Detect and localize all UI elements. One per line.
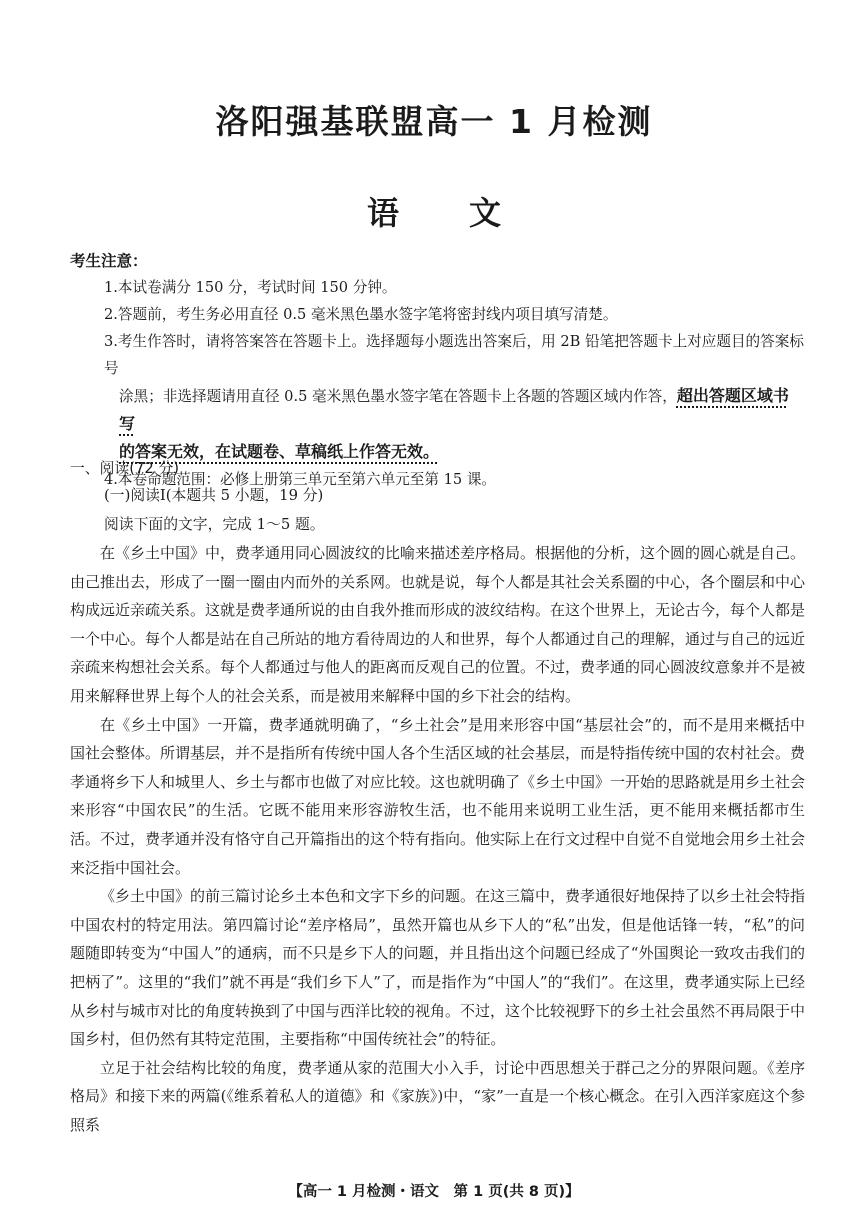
- notice-item-3: [104, 328, 804, 466]
- reading-passage: [70, 539, 805, 1139]
- section-instruction: 阅读下面的文字，完成 1～5 题。: [104, 516, 325, 533]
- notice-item-3-emphasis-2: 的答案无效，在试题卷、草稿纸上作答无效。: [119, 442, 440, 461]
- notice-item-3-emphasis-1: 超出答题区域书写: [119, 386, 789, 433]
- passage-paragraph-4: 立足于社会结构比较的角度，费孝通从家的范围大小入手，讨论中西思想关于群己之分的界限问题。《差序格局》和接下来的两篇(《维系着私人的道德》和《家族》)中，“家”一直是一个核心概念。在引入西洋家庭这个参照系: [70, 1058, 805, 1134]
- passage-paragraph-3: 《乡土中国》的前三篇讨论乡土本色和文字下乡的问题。在这三篇中，费孝通很好地保持了以乡土社会特指中国农村的特定用法。第四篇讨论“差序格局”，虽然开篇也从乡下人的“私”出发，但是他话锋一转，“私”的问题随即转变为“中国人”的通病，而不只是乡下人的问题，并且指出这个问题已经成了“外国舆论一致攻击我们的把柄了”。这里的“我们”就不再是“我们乡下人”了，而是指作为“中国人”的“我们”。在这里，费孝通实际上已经从乡村与城市对比的角度转换到了中国与西洋比较的视角。不过，这个比较视野下的乡土社会虽然不再局限于中国乡村，但仍然有其特定范围，主要指称“中国传统社会”的特征。: [70, 887, 806, 1049]
- notice-item-3-line-1: 3.考生作答时，请将答案答在答题卡上。选择题每小题选出答案后，用 2B 铅笔把答题卡上对应题目的答案标号: [104, 333, 804, 377]
- notice-item-1: 1.本试卷满分 150 分，考试时间 150 分钟。: [104, 279, 397, 296]
- subject-title: 语文: [366, 194, 571, 232]
- notice-item-3-line-2: 涂黑；非选择题请用直径 0.5 毫米黑色墨水签字笔在答题卡上各题的答题区域内作答，: [119, 388, 677, 405]
- passage-paragraph-1: 在《乡土中国》中，费孝通用同心圆波纹的比喻来描述差序格局。根据他的分析，这个圆的圆心就是自己。由己推出去，形成了一圈一圈由内而外的关系网。也就是说，每个人都是其社会关系圈的中心，各个圈层和中心构成远近亲疏关系。这就是费孝通所说的由自我外推而形成的波纹结构。在这个世界上，无论古今，每个人都是一个中心。每个人都是站在自己所站的地方看待周边的人和世界，每个人都通过自己的理解，通过与自己的远近亲疏来构想社会关系。每个人都通过与他人的距离而反观自己的位置。不过，费孝通的同心圆波纹意象并不是被用来解释世界上每个人的社会关系，而是被用来解释中国的乡下社会的结构。: [70, 544, 806, 705]
- page-footer: 【高一 1 月检测・语文 第 1 页(共 8 页)】: [288, 1184, 580, 1200]
- notice-item-2: 2.答题前，考生务必用直径 0.5 毫米黑色墨水签字笔将密封线内项目填写清楚。: [104, 306, 618, 323]
- notice-item-3-continuation: [104, 382, 804, 466]
- section-heading: 一、阅读(72 分): [70, 460, 180, 477]
- passage-paragraph-2: 在《乡土中国》一开篇，费孝通就明确了，“乡土社会”是用来形容中国“基层社会”的，而不是用来概括中国社会整体。所谓基层，并不是指所有传统中国人各个生活区域的社会基层，而是特指传统中国的农村社会。费孝通将乡下人和城里人、乡土与都市也做了对应比较。这也就明确了《乡土中国》一开始的思路就是用乡土社会来形容“中国农民”的生活。它既不能用来形容游牧生活，也不能用来说明工业生活，更不能用来概括都市生活。不过，费孝通并没有恪守自己开篇指出的这个特有指向。他实际上在行文过程中自觉不自觉地会用乡土社会来泛指中国社会。: [70, 715, 806, 877]
- notice-heading: 考生注意：: [70, 252, 148, 270]
- section-subheading: (一)阅读Ⅰ(本题共 5 小题，19 分): [104, 487, 324, 504]
- notice-item-4: 4.本卷命题范围：必修上册第三单元至第六单元至第 15 课。: [104, 471, 497, 488]
- exam-title: 洛阳强基联盟高一 1 月检测: [215, 102, 653, 141]
- notice-list: [104, 274, 804, 493]
